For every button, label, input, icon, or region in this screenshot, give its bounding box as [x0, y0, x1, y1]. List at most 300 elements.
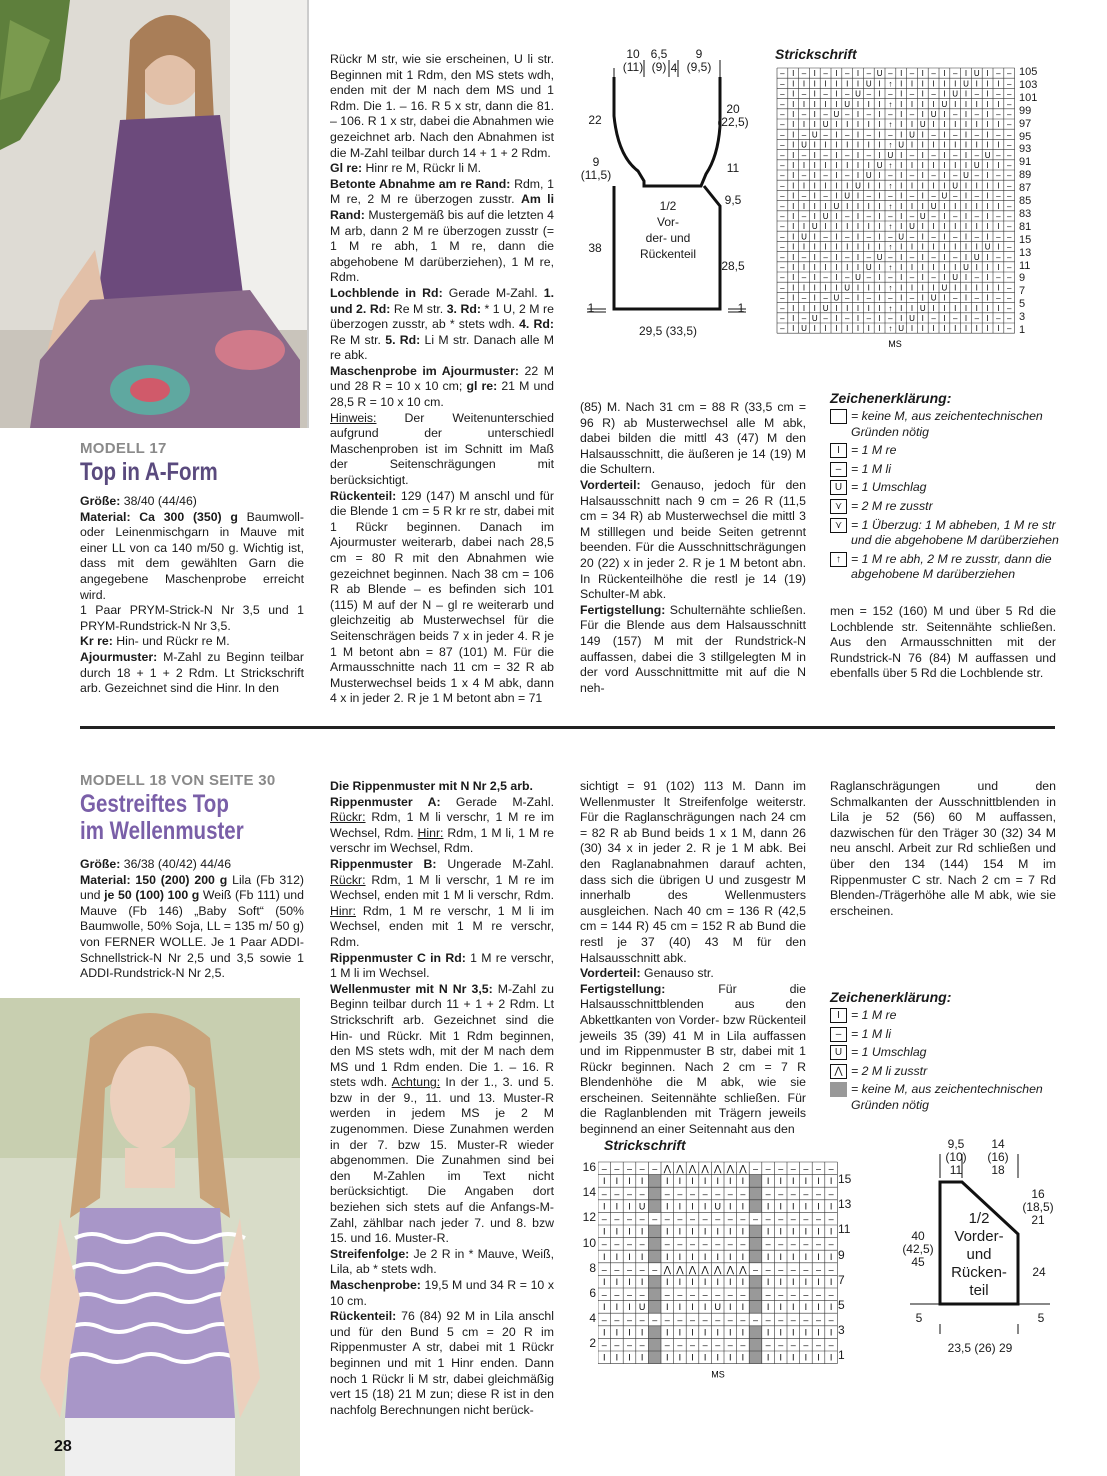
chart-stitch: – — [974, 171, 980, 181]
chart-stitch: ↑ — [888, 120, 893, 130]
chart-stitch: I — [900, 120, 903, 130]
chart-stitch: I — [603, 1302, 606, 1313]
chart-stitch: I — [975, 303, 978, 313]
chart-stitch: – — [815, 1314, 822, 1325]
chart-stitch: I — [856, 232, 860, 242]
chart-stitch: – — [780, 212, 785, 221]
chart-stitch: – — [931, 89, 936, 99]
chart-stitch: I — [741, 1251, 745, 1262]
chart-row-label: 91 — [1019, 156, 1032, 169]
chart-stitch: I — [691, 1277, 694, 1287]
chart-stitch: – — [780, 69, 785, 79]
chart-stitch: I — [867, 303, 870, 313]
chart-row-label: 4 — [589, 1311, 596, 1326]
chart-stitch: I — [921, 89, 924, 99]
chart-stitch: I — [856, 110, 860, 119]
chart-stitch: U — [952, 89, 959, 99]
chart-stitch: I — [813, 324, 816, 334]
chart-stitch: – — [677, 1214, 683, 1224]
chart-stitch: I — [900, 303, 903, 313]
legend-symbol-icon: I — [830, 1008, 847, 1023]
chart-stitch: – — [888, 171, 893, 181]
chart-stitch: I — [792, 150, 795, 160]
chart-stitch: I — [779, 1327, 782, 1338]
chart-stitch: I — [703, 1176, 707, 1187]
chart-stitch: I — [997, 324, 1000, 334]
chart-stitch: U — [963, 263, 969, 272]
chart-stitch: I — [921, 161, 924, 170]
chart-stitch: I — [766, 1277, 770, 1287]
legend-item: ↑ = 1 M re abh, 2 M re zusstr, dann die abgehobene M darüberziehen — [830, 552, 1065, 583]
chart-stitch: ↑ — [888, 324, 893, 334]
chart-stitch: – — [626, 1188, 633, 1199]
chart-stitch: – — [689, 1239, 696, 1250]
chart-stitch: – — [727, 1239, 733, 1250]
chart-stitch: U — [855, 181, 861, 191]
chart-empty-cell — [648, 1187, 661, 1200]
chart-empty-cell — [648, 1225, 661, 1238]
chart-row-label: 12 — [582, 1210, 596, 1225]
chart-stitch: I — [766, 1302, 770, 1313]
chart-stitch: – — [931, 314, 936, 323]
chart-stitch: I — [954, 222, 957, 232]
chart-stitch: I — [910, 140, 914, 150]
legend-symbol-icon: U — [830, 480, 847, 495]
chart-stitch: I — [792, 191, 795, 201]
chart-stitch: I — [792, 181, 795, 191]
chart-row-label: 89 — [1019, 169, 1032, 182]
chart-stitch: – — [664, 1289, 670, 1300]
chart-stitch: – — [765, 1340, 771, 1350]
legend-item: – = 1 M li — [830, 1027, 1065, 1043]
chart-stitch: – — [952, 130, 958, 140]
chart-row-label: 93 — [1019, 143, 1032, 156]
chart-stitch: – — [765, 1163, 771, 1174]
chart-stitch: I — [943, 314, 946, 323]
chart-stitch: ⋀ — [676, 1163, 684, 1174]
chart-stitch: I — [964, 89, 968, 99]
chart-stitch: I — [878, 150, 881, 160]
chart-stitch: I — [921, 263, 924, 272]
chart-stitch: I — [975, 120, 978, 130]
model18-col1: Größe: 36/38 (40/42) 44/46 Material: 150 (200) 200 g Lila (Fb 312) und je 50 (100) 100 g Weiß (Fb 111) und Mauve (Fb 146) „Baby Soft“ (50% Baumwolle, 50% Soja, LL = 135 m/ 50 g) von FERNER WOLLE. Je 1 Paar ADDI-Schnellstrick-N Nr 2,5 und 3,5 sowie 1 ADDI-Rundstrick-N Nr 2,5. — [80, 857, 305, 981]
chart-stitch: I — [792, 303, 795, 313]
chart-stitch: – — [715, 1340, 721, 1350]
chart-stitch: I — [921, 324, 924, 334]
chart-stitch: – — [614, 1239, 620, 1250]
chart-stitch: – — [909, 191, 915, 201]
chart-stitch: I — [975, 181, 978, 191]
chart-stitch: I — [824, 201, 827, 211]
chart-stitch: I — [910, 324, 914, 334]
chart-stitch: I — [703, 1201, 707, 1212]
chart-stitch: – — [639, 1163, 645, 1174]
chart-stitch: – — [778, 1163, 784, 1174]
chart-stitch: – — [844, 314, 850, 323]
chart-row-label: 5 — [1019, 298, 1026, 311]
chart-stitch: – — [614, 1214, 620, 1224]
chart-stitch: I — [943, 293, 946, 303]
chart-stitch: I — [932, 324, 935, 334]
chart-empty-cell — [648, 1338, 661, 1351]
chart-stitch: I — [964, 69, 968, 79]
chart-stitch: – — [614, 1163, 620, 1174]
chart-stitch: – — [778, 1214, 784, 1224]
legend18 — [830, 1008, 1065, 1117]
chart-stitch: – — [778, 1340, 784, 1350]
chart-stitch: I — [640, 1251, 644, 1262]
chart-stitch: I — [846, 120, 849, 130]
chart-stitch: – — [952, 171, 958, 181]
chart-stitch: I — [943, 181, 946, 191]
chart-stitch: – — [677, 1340, 683, 1350]
chart-stitch: – — [815, 1188, 822, 1199]
chart-stitch: – — [780, 99, 785, 109]
chart-stitch: – — [780, 161, 785, 170]
chart-stitch: I — [603, 1277, 606, 1287]
chart-stitch: – — [974, 314, 980, 323]
chart-stitch: U — [876, 252, 883, 262]
chart-stitch: I — [835, 130, 838, 140]
chart-stitch: – — [790, 1340, 796, 1350]
chart-stitch: I — [779, 1277, 782, 1287]
chart-stitch: I — [691, 1176, 694, 1187]
chart-stitch: I — [943, 161, 946, 170]
chart-stitch: I — [741, 1176, 745, 1187]
chart-stitch: U — [930, 293, 937, 303]
chart-stitch: I — [766, 1176, 770, 1187]
chart-stitch: I — [943, 263, 946, 272]
chart-stitch: I — [835, 150, 838, 160]
chart-stitch: – — [974, 110, 980, 119]
chart-stitch: – — [664, 1214, 670, 1224]
chart-row-label: 103 — [1019, 78, 1038, 91]
chart-stitch: I — [910, 79, 914, 89]
chart-empty-cell — [648, 1238, 661, 1251]
chart-stitch: – — [1006, 232, 1012, 242]
chart-stitch: I — [835, 171, 838, 181]
chart-stitch: I — [813, 150, 816, 160]
chart-stitch: I — [878, 232, 881, 242]
chart-stitch: – — [909, 293, 915, 303]
chart-stitch: – — [823, 150, 828, 160]
chart-stitch: I — [666, 1201, 669, 1212]
chart-stitch: – — [909, 232, 915, 242]
chart-stitch: – — [888, 110, 893, 119]
chart-stitch: – — [801, 293, 807, 303]
chart-stitch: I — [964, 99, 968, 109]
chart-stitch: – — [752, 1314, 759, 1325]
chart-row-label: 101 — [1019, 91, 1038, 104]
model17-col3: (85) M. Nach 31 cm = 88 R (33,5 cm = 96 R) ab Musterwechsel alle M abk, dabei bilden die mittl 43 (47) M den Halsausschnitt, die äußeren je 14 (19) M die Schultern. Vorderteil: Genauso, jedoch für den Halsausschnitt nach 9 cm = 26 R (11,5 cm = 34 R) ab Musterwechsel die mittl 3 M stilllegen und beide Seiten getrennt beenden. Für die Ausschnittschrägungen 20 (22) x in jeder 2. R je 1 M betont abn. In Rückenteilhöhe die restl je 14 (19) Schulter-M abk. Fertigstellung: Schulternähte schließen. Für die Blende aus dem Halsausschnitt 149 (157) M mit der Rundstrick-N auffassen, dabei die 3 stillgelegten M in der vord Ausschnittmitte mit auf die N neh- — [580, 400, 806, 695]
chart-stitch: – — [639, 1340, 645, 1350]
chart-empty-cell — [648, 1351, 661, 1364]
chart-stitch: I — [986, 212, 989, 221]
chart-stitch: I — [703, 1226, 707, 1237]
chart-stitch: – — [639, 1289, 645, 1300]
chart-stitch: I — [835, 161, 838, 170]
chart-stitch: – — [952, 150, 958, 160]
chart-stitch: – — [664, 1314, 670, 1325]
chart-stitch: I — [716, 1352, 719, 1363]
chart-stitch: I — [829, 1226, 833, 1237]
chart-stitch: I — [678, 1327, 682, 1338]
chart-stitch: I — [986, 303, 989, 313]
chart-stitch: I — [932, 263, 935, 272]
chart-stitch: – — [823, 69, 828, 79]
chart-stitch: U — [876, 69, 883, 79]
chart-stitch: – — [823, 130, 828, 140]
chart-stitch: I — [964, 273, 968, 283]
chart-empty-cell — [749, 1175, 762, 1188]
chart-stitch: – — [844, 273, 850, 283]
chart-stitch: I — [856, 303, 860, 313]
chart-empty-cell — [648, 1175, 661, 1188]
chart-ms-label: MS — [711, 1369, 725, 1380]
chart-stitch: I — [766, 1251, 770, 1262]
chart-stitch: U — [855, 89, 861, 99]
chart-stitch: I — [792, 89, 795, 99]
chart-stitch: I — [813, 263, 816, 272]
chart-stitch: U — [898, 324, 905, 334]
chart-stitch: I — [824, 140, 827, 150]
chart-empty-cell — [749, 1238, 762, 1251]
chart-stitch: ↑ — [888, 263, 893, 272]
chart-stitch: – — [815, 1340, 822, 1350]
chart-stitch: – — [931, 69, 936, 79]
legend-symbol-icon — [830, 1082, 847, 1097]
chart-stitch: I — [975, 99, 978, 109]
chart-stitch: I — [867, 161, 870, 170]
chart-row-label: 83 — [1019, 207, 1032, 220]
chart-stitch: – — [626, 1163, 633, 1174]
chart-stitch: I — [943, 222, 946, 232]
chart-ms-label: MS — [888, 339, 902, 350]
chart-stitch: I — [813, 212, 816, 221]
chart-stitch: I — [835, 273, 838, 283]
chart-stitch: I — [678, 1251, 682, 1262]
chart-stitch: – — [715, 1289, 721, 1300]
chart-stitch: – — [740, 1239, 746, 1250]
chart-stitch: – — [931, 212, 936, 221]
chart-row-label: 2 — [589, 1336, 596, 1351]
legend-item: = keine M, aus zeichentechnischen Gründen nötig — [830, 409, 1065, 440]
chart-stitch: I — [964, 252, 968, 262]
chart-stitch: I — [943, 273, 946, 283]
chart-stitch: – — [823, 314, 828, 323]
chart-stitch: I — [856, 120, 860, 130]
chart-stitch: I — [846, 324, 849, 334]
model18-col4: Raglanschrägungen und den Schmalkanten der Ausschnittblenden in Lila je 52 (56) 60 M auffassen, dazwischen für den Träger 30 (32) 34 M neu anschl. Arbeit zur Rd schließen und über den 134 (144) 154 M im Rippenmuster C str. Nach 2 cm = 7 Rd Blenden-/Trägerhöhe alle M abk, wie sie erscheinen. — [830, 779, 1056, 918]
chart-stitch: I — [817, 1302, 820, 1313]
chart-stitch: I — [878, 314, 881, 323]
chart-stitch: – — [689, 1314, 696, 1325]
chart-stitch: I — [779, 1302, 782, 1313]
chart-stitch: – — [909, 150, 915, 160]
chart-stitch: I — [824, 283, 827, 293]
chart-stitch: I — [900, 99, 903, 109]
chart-stitch: I — [954, 79, 957, 89]
chart-stitch: I — [867, 181, 870, 191]
chart-stitch: I — [943, 252, 946, 262]
chart-stitch: U — [909, 130, 915, 140]
chart-stitch: U — [833, 293, 840, 303]
chart-stitch: I — [802, 120, 806, 130]
chart-stitch: – — [1006, 314, 1012, 323]
chart-stitch: I — [666, 1226, 669, 1237]
chart-stitch: I — [878, 110, 881, 119]
chart-stitch: – — [974, 212, 980, 221]
chart-stitch: I — [932, 222, 935, 232]
chart-stitch: I — [615, 1251, 619, 1262]
chart-stitch: I — [878, 242, 881, 252]
chart-stitch: – — [888, 191, 893, 201]
chart-stitch: – — [702, 1188, 708, 1199]
chart-stitch: I — [856, 191, 860, 201]
chart-stitch: I — [943, 171, 946, 181]
chart-stitch: I — [846, 201, 849, 211]
chart-stitch: I — [792, 161, 795, 170]
chart-stitch: I — [910, 120, 914, 130]
chart-stitch: I — [900, 242, 903, 252]
chart-stitch: I — [792, 232, 795, 242]
chart-stitch: I — [910, 161, 914, 170]
chart-stitch: I — [829, 1176, 833, 1187]
chart-stitch: I — [813, 242, 816, 252]
model17-col4: men = 152 (160) M und über 5 Rd die Lochblende str. Seitennähte schließen. Aus den Armausschnitten mit der Rundstrick-N 76 (84) M auffassen und ebenfalls über 5 Rd die Lochblende str. — [830, 604, 1056, 681]
model18-photo — [0, 998, 300, 1476]
chart-stitch: I — [813, 201, 816, 211]
chart-stitch: – — [996, 171, 1001, 181]
chart-stitch: I — [997, 140, 1000, 150]
chart-stitch: I — [813, 110, 816, 119]
chart-stitch: I — [792, 252, 795, 262]
chart-stitch: I — [986, 171, 989, 181]
chart-stitch: ⋀ — [663, 1163, 671, 1174]
chart-stitch: I — [856, 150, 860, 160]
chart-stitch: – — [614, 1188, 620, 1199]
chart-stitch: I — [666, 1277, 669, 1287]
chart-stitch: I — [792, 293, 795, 303]
chart-stitch: I — [835, 79, 838, 89]
chart-stitch: – — [790, 1188, 796, 1199]
chart-stitch: I — [900, 130, 903, 140]
chart-stitch: I — [603, 1176, 606, 1187]
legend-symbol-icon — [830, 409, 847, 424]
chart-stitch: – — [823, 191, 828, 201]
chart-empty-cell — [749, 1351, 762, 1364]
chart-stitch: I — [766, 1327, 770, 1338]
chart-stitch: I — [603, 1226, 606, 1237]
chart-stitch: I — [921, 191, 924, 201]
legend-symbol-icon: ⋀ — [830, 1064, 847, 1079]
chart-stitch: I — [964, 314, 968, 323]
chart-empty-cell — [749, 1301, 762, 1314]
chart-stitch: – — [780, 140, 785, 150]
chart-stitch: – — [715, 1239, 721, 1250]
chart-stitch: I — [615, 1226, 619, 1237]
chart-stitch: – — [996, 212, 1001, 221]
chart-stitch: U — [865, 171, 872, 181]
chart-stitch: I — [867, 99, 870, 109]
chart-stitch: I — [921, 232, 924, 242]
chart-stitch: – — [765, 1289, 771, 1300]
chart-stitch: I — [856, 130, 860, 140]
chart-stitch: – — [778, 1289, 784, 1300]
chart-stitch: – — [601, 1239, 607, 1250]
chart-row-label: 87 — [1019, 182, 1032, 195]
chart-stitch: I — [964, 222, 968, 232]
chart-stitch: – — [815, 1264, 822, 1275]
chart-stitch: I — [856, 293, 860, 303]
chart-stitch: I — [813, 140, 816, 150]
chart-row-label: 7 — [838, 1272, 845, 1287]
chart-stitch: I — [792, 120, 795, 130]
chart-stitch: I — [878, 222, 881, 232]
chart-stitch: I — [792, 1302, 795, 1313]
chart-stitch: – — [815, 1214, 822, 1224]
chart-stitch: – — [715, 1188, 721, 1199]
chart-stitch: I — [792, 222, 795, 232]
chart-stitch: I — [846, 79, 849, 89]
chart-stitch: I — [921, 273, 924, 283]
chart-stitch: – — [1006, 79, 1012, 89]
chart-row-label: 85 — [1019, 195, 1032, 207]
chart-stitch: I — [741, 1327, 745, 1338]
chart-stitch: I — [964, 150, 968, 160]
chart-stitch: I — [997, 303, 1000, 313]
chart-stitch: I — [878, 293, 881, 303]
chart-stitch: – — [715, 1314, 721, 1325]
chart-stitch: I — [900, 150, 903, 160]
chart-stitch: I — [729, 1226, 732, 1237]
chart-stitch: I — [824, 324, 827, 334]
chart-stitch: – — [790, 1289, 796, 1300]
chart-stitch: I — [829, 1251, 833, 1262]
chart-stitch: – — [601, 1264, 607, 1275]
chart-stitch: I — [729, 1302, 732, 1313]
chart-stitch: – — [780, 130, 785, 140]
chart-row-label: 6 — [589, 1286, 596, 1300]
chart-stitch: I — [964, 242, 968, 252]
section-divider — [80, 726, 1055, 729]
chart-stitch: – — [801, 130, 807, 140]
chart-stitch: – — [780, 222, 785, 232]
chart-stitch: I — [943, 232, 946, 242]
chart-stitch: – — [828, 1289, 834, 1300]
chart-stitch: I — [954, 263, 957, 272]
chart-stitch: I — [997, 201, 1000, 211]
chart-stitch: I — [943, 130, 946, 140]
chart-stitch: I — [986, 252, 989, 262]
chart-stitch: I — [856, 99, 860, 109]
chart-stitch: ↑ — [888, 283, 893, 293]
chart-stitch: I — [741, 1201, 745, 1212]
chart-stitch: ↑ — [888, 79, 893, 89]
chart-stitch: – — [780, 232, 785, 242]
chart-stitch: – — [996, 191, 1001, 201]
chart-stitch: I — [666, 1327, 669, 1338]
chart-stitch: – — [1006, 324, 1012, 334]
chart-stitch: I — [846, 222, 849, 232]
chart-stitch: – — [828, 1239, 834, 1250]
chart-stitch: – — [888, 69, 893, 79]
chart-stitch: I — [997, 99, 1000, 109]
chart-stitch: – — [801, 171, 807, 181]
chart-stitch: I — [975, 79, 978, 89]
chart-stitch: – — [780, 314, 785, 323]
chart-row-label: 3 — [838, 1323, 845, 1338]
